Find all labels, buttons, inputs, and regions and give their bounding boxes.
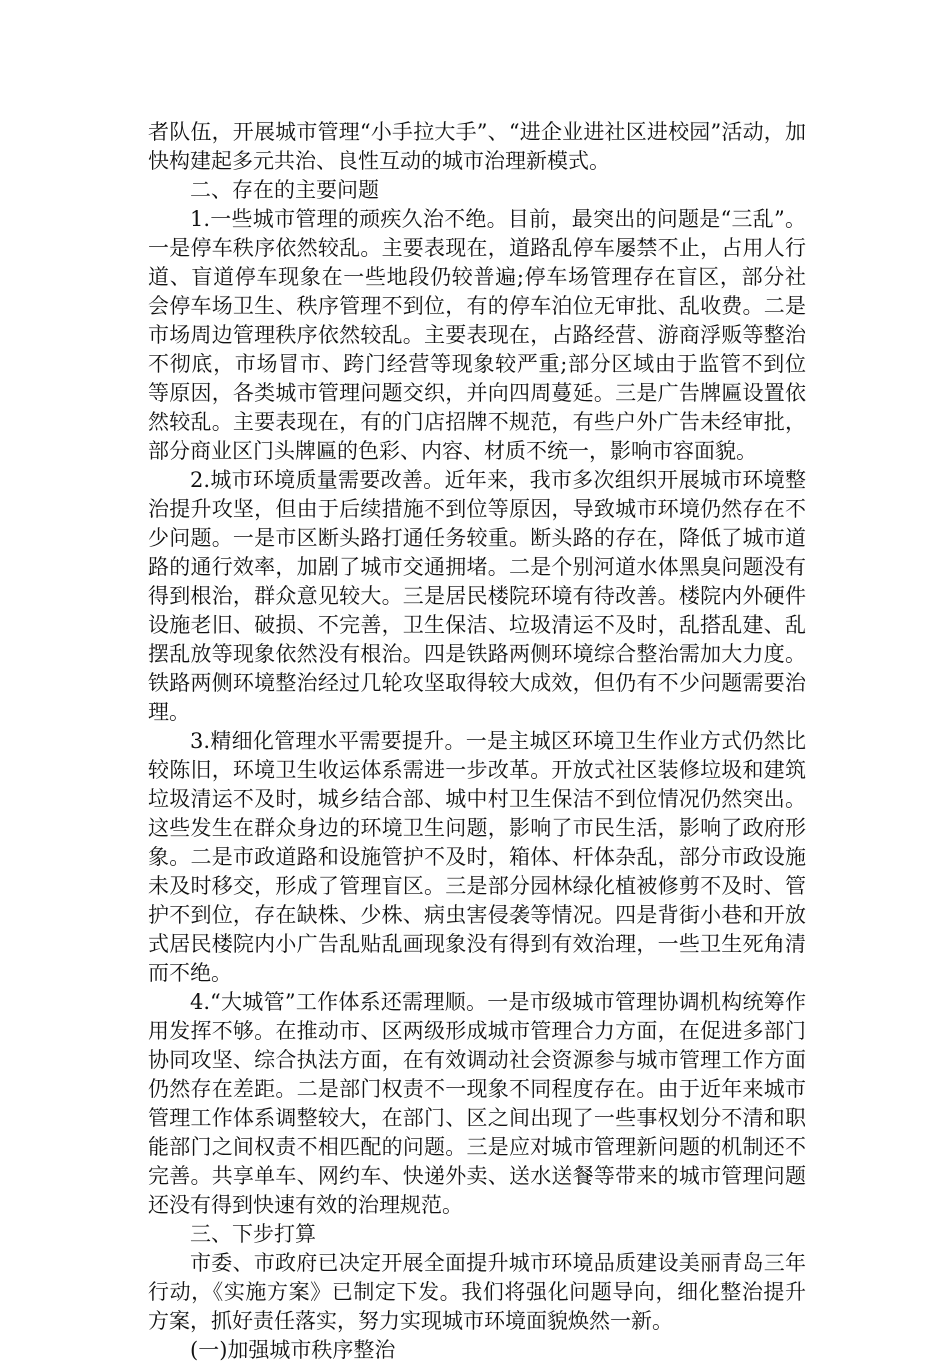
- paragraph-continuation: 者队伍，开展城市管理“小手拉大手”、“进企业进社区进校园”活动，加快构建起多元共治、良性互动的城市治理新模式。: [148, 120, 806, 173]
- paragraph-problem-1: 1.一些城市管理的顽疾久治不绝。目前，最突出的问题是“三乱”。一是停车秩序依然较乱。主要表现在，道路乱停车屡禁不止，占用人行道、盲道停车现象在一些地段仍较普遍;停车场管理存在盲区，部分社会停车场卫生、秩序管理不到位，有的停车泊位无审批、乱收费。二是市场周边管理秩序依然较乱。主要表现在，占路经营、游商浮贩等整治不彻底，市场冒市、跨门经营等现象较严重;部分区域由于监管不到位等原因，各类城市管理问题交织，并向四周蔓延。三是广告牌匾设置依然较乱。主要表现在，有的门店招牌不规范，有些户外广告未经审批，部分商业区门头牌匾的色彩、内容、材质不统一，影响市容面貌。: [148, 207, 806, 463]
- subsection-heading-order: (一)加强城市秩序整治: [190, 1338, 396, 1362]
- paragraph-problem-2: 2.城市环境质量需要改善。近年来，我市多次组织开展城市环境整治提升攻坚，但由于后续措施不到位等原因，导致城市环境仍然存在不少问题。一是市区断头路打通任务较重。断头路的存在，降低了城市道路的通行效率，加剧了城市交通拥堵。二是个别河道水体黑臭问题没有得到根治，群众意见较大。三是居民楼院环境有待改善。楼院内外硬件设施老旧、破损、不完善，卫生保洁、垃圾清运不及时，乱搭乱建、乱摆乱放等现象依然没有根治。四是铁路两侧环境综合整治需加大力度。铁路两侧环境整治经过几轮攻坚取得较大成效，但仍有不少问题需要治理。: [148, 468, 806, 724]
- paragraph-problem-3: 3.精细化管理水平需要提升。一是主城区环境卫生作业方式仍然比较陈旧，环境卫生收运体系需进一步改革。开放式社区装修垃圾和建筑垃圾清运不及时，城乡结合部、城中村卫生保洁不到位情况仍然突出。这些发生在群众身边的环境卫生问题，影响了市民生活，影响了政府形象。二是市政道路和设施管护不及时，箱体、杆体杂乱，部分市政设施未及时移交，形成了管理盲区。三是部分园林绿化植被修剪不及时、管护不到位，存在缺株、少株、病虫害侵袭等情况。四是背街小巷和开放式居民楼院内小广告乱贴乱画现象没有得到有效治理，一些卫生死角清而不绝。: [148, 729, 806, 985]
- section-heading-next-steps: 三、下步打算: [190, 1222, 316, 1246]
- paragraph-problem-4: 4.“大城管”工作体系还需理顺。一是市级城市管理协调机构统筹作用发挥不够。在推动市、区两级形成城市管理合力方面，在促进多部门协同攻坚、综合执法方面，在有效调动社会资源参与城市管理工作方面仍然存在差距。二是部门权责不一现象不同程度存在。由于近年来城市管理工作体系调整较大，在部门、区之间出现了一些事权划分不清和职能部门之间权责不相匹配的问题。三是应对城市管理新问题的机制还不完善。共享单车、网约车、快递外卖、送水送餐等带来的城市管理问题还没有得到快速有效的治理规范。: [148, 990, 806, 1217]
- section-heading-problems: 二、存在的主要问题: [190, 178, 379, 202]
- document-body: [148, 118, 806, 1365]
- paragraph-next-steps: 市委、市政府已决定开展全面提升城市环境品质建设美丽青岛三年行动，《实施方案》已制定下发。我们将强化问题导向，细化整治提升方案，抓好责任落实，努力实现城市环境面貌焕然一新。: [148, 1251, 806, 1333]
